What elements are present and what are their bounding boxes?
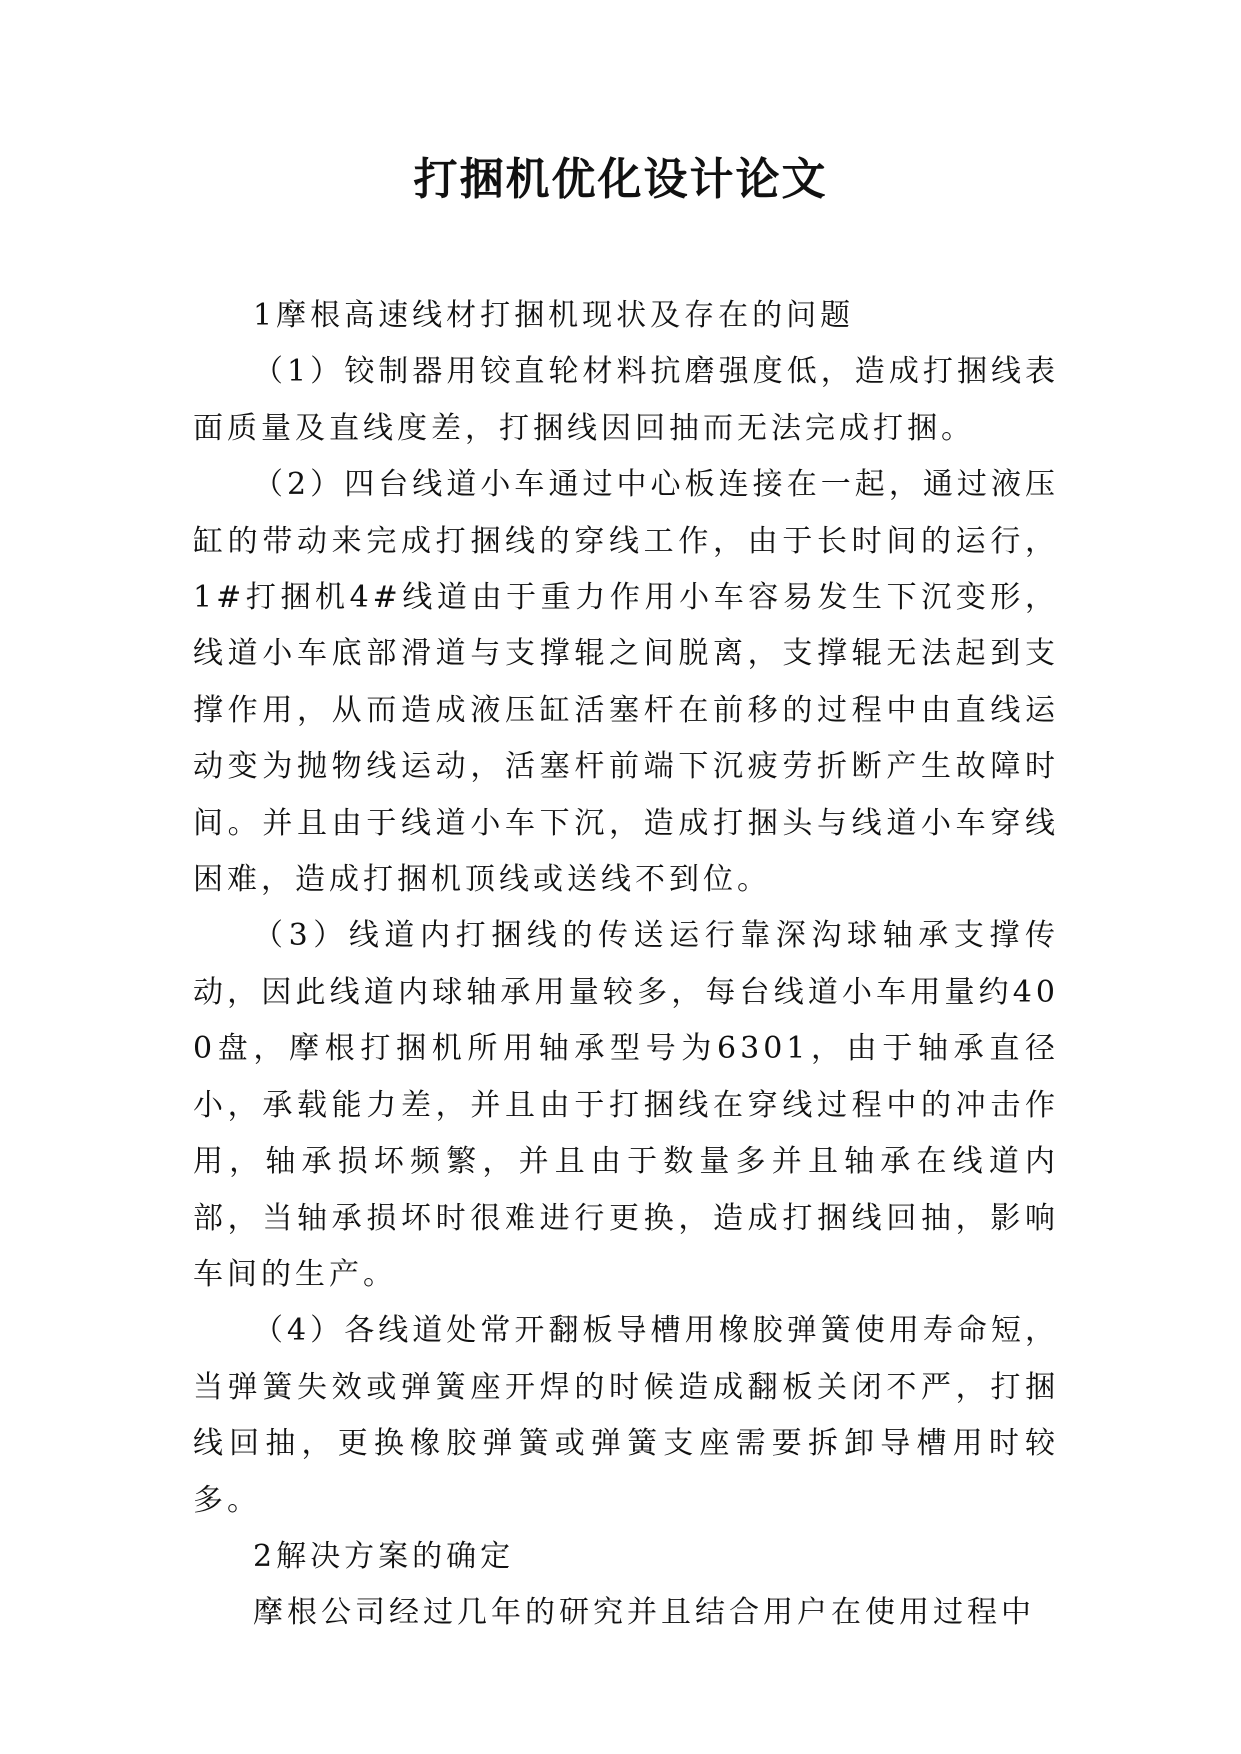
- section-heading-1: 1摩根高速线材打捆机现状及存在的问题: [253, 298, 855, 333]
- paragraph-item-4: （4）各线道处常开翻板导槽用橡胶弹簧使用寿命短，当弹簧失效或弹簧座开焊的时候造成翻板关闭不严，打捆线回抽，更换橡胶弹簧或弹簧支座需要拆卸导槽用时较多。: [193, 1313, 1059, 1518]
- document-title: 打捆机优化设计论文: [413, 154, 828, 205]
- section-heading-2: 2解决方案的确定: [253, 1538, 515, 1574]
- paragraph-item-2: （2）四台线道小车通过中心板连接在一起，通过液压缸的带动来完成打捆线的穿线工作，由于长时间的运行，1#打捆机4#线道由于重力作用小车容易发生下沉变形，线道小车底部滑道与支撑辊之间脱离，支撑辊无法起到支撑作用，从而造成液压缸活塞杆在前移的过程中由直线运动变为抛物线运动，活塞杆前端下沉疲劳折断产生故障时间。并且由于线道小车下沉，造成打捆头与线道小车穿线困难，造成打捆机顶线或送线不到位。: [193, 467, 1059, 898]
- paragraph-item-1: （1）铰制器用铰直轮材料抗磨强度低，造成打捆线表面质量及直线度差，打捆线因回抽而无法完成打捆。: [193, 354, 1059, 446]
- document-body: [193, 288, 1059, 1642]
- paragraph-item-3: （3）线道内打捆线的传送运行靠深沟球轴承支撑传动，因此线道内球轴承用量较多，每台线道小车用量约400盘，摩根打捆机所用轴承型号为6301，由于轴承直径小，承载能力差，并且由于打捆线在穿线过程中的冲击作用，轴承损坏频繁，并且由于数量多并且轴承在线道内部，当轴承损坏时很难进行更换，造成打捆线回抽，影响车间的生产。: [193, 918, 1059, 1292]
- paragraph-solution: 摩根公司经过几年的研究并且结合用户在使用过程中: [253, 1595, 1035, 1631]
